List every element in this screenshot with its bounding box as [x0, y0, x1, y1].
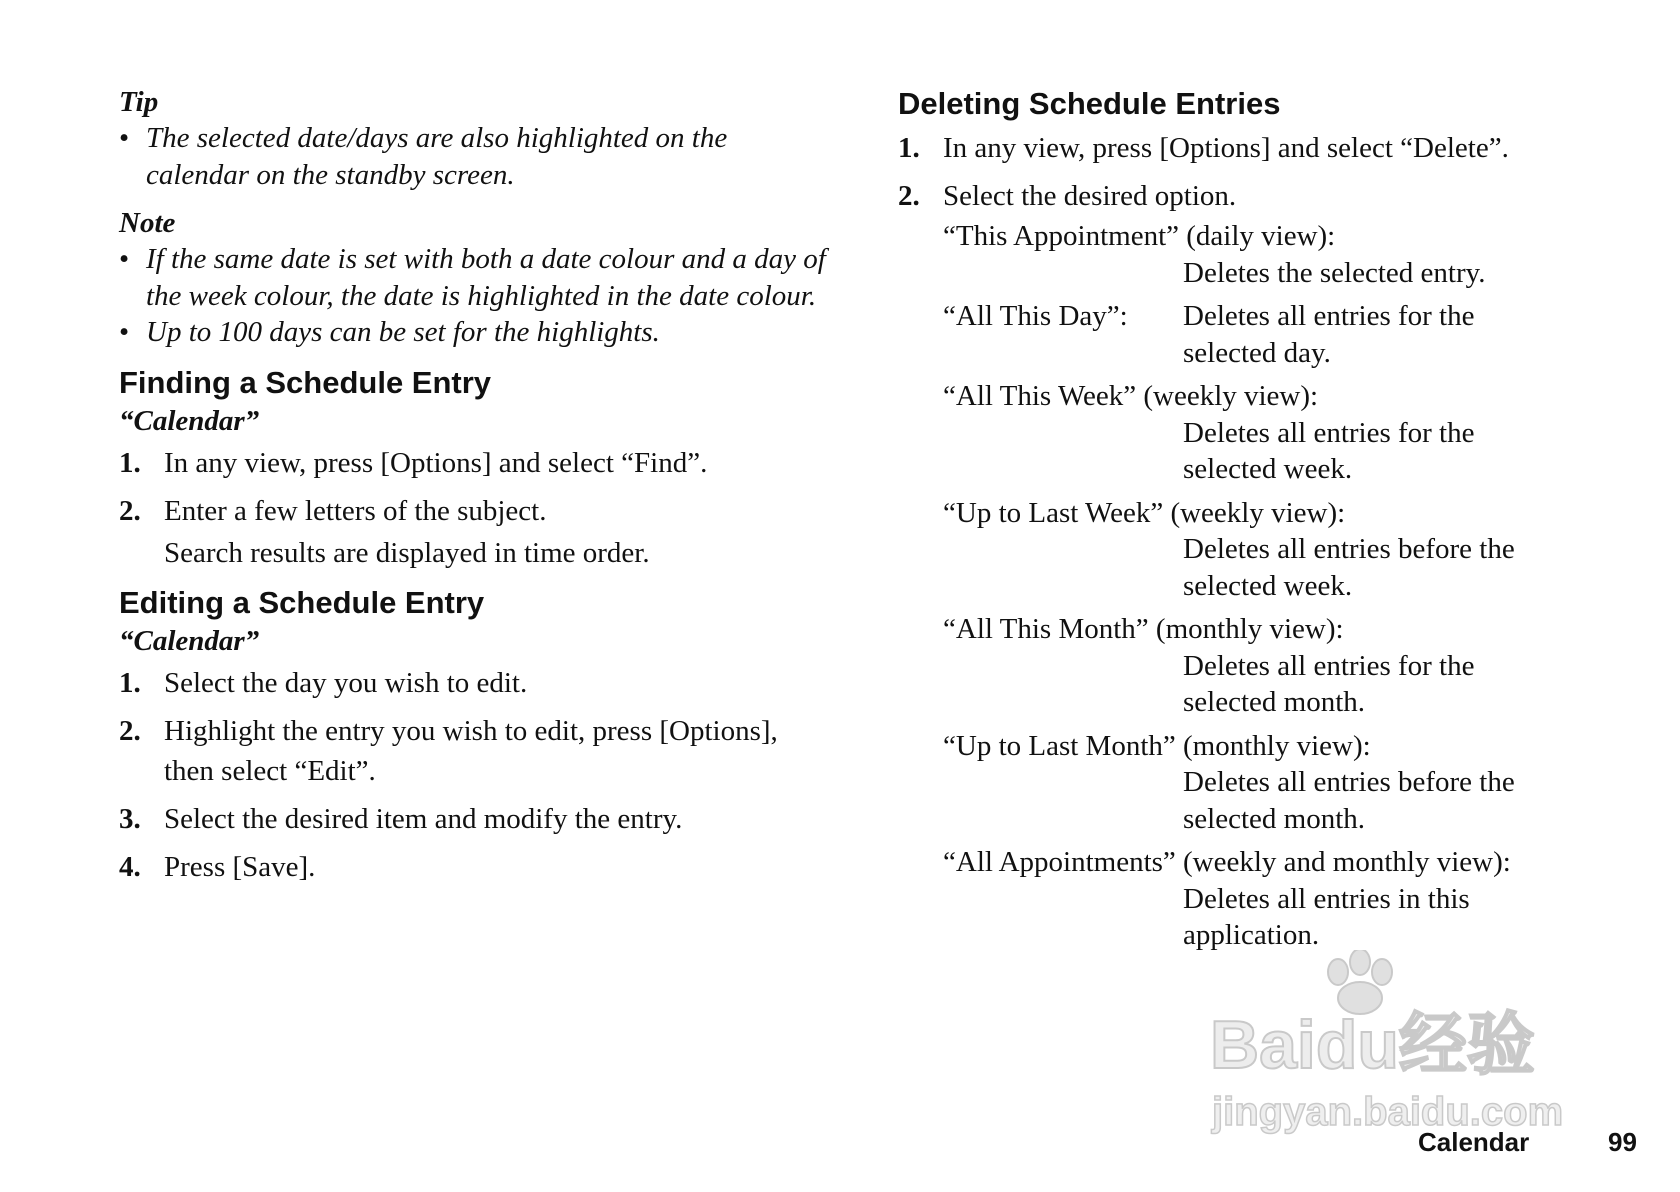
deleting-heading: Deleting Schedule Entries — [898, 86, 1281, 121]
editing-steps — [119, 663, 839, 887]
page-number: 99 — [1608, 1127, 1637, 1157]
step-item — [119, 491, 839, 531]
option-desc: Deletes all entries in this application. — [1183, 882, 1470, 951]
tip-list — [119, 120, 839, 193]
step-item — [898, 128, 1658, 168]
left-column — [119, 84, 839, 895]
step-text: Highlight the entry you wish to edit, press [Options], then select “Edit”. — [164, 714, 778, 787]
note-text: If the same date is set with both a date colour and a day of the week colour, the date is highlighted in the date colour. — [146, 243, 826, 312]
step-text: In any view, press [Options] and select “Find”. — [164, 446, 708, 479]
list-item: • Up to 100 days can be set for the highlights. — [119, 316, 660, 348]
finding-path: “Calendar” — [119, 404, 260, 437]
baidu-watermark-logo — [1200, 950, 1600, 1140]
finding-subnote: Search results are displayed in time order. — [164, 536, 650, 569]
finding-steps — [119, 443, 839, 531]
step-text: Press [Save]. — [164, 850, 316, 883]
step-item — [119, 663, 839, 703]
option-desc: Deletes all entries for the selected month. — [1183, 649, 1475, 718]
watermark-url: jingyan.baidu.com — [1212, 1090, 1564, 1134]
option-label: “All This Week” (weekly view): — [943, 380, 1319, 412]
step-item — [898, 176, 1658, 216]
step-number: 4. — [119, 850, 141, 883]
list-item: • If the same date is set with both a date colour and a day of the week colour, the date is highlighted in the date colour. — [119, 243, 826, 312]
option-label: “All Appointments” (weekly and monthly view): — [943, 846, 1511, 878]
step-number: 3. — [119, 802, 141, 835]
note-text: Up to 100 days can be set for the highlights. — [146, 316, 660, 348]
step-item — [119, 443, 839, 483]
step-number: 2. — [119, 494, 141, 527]
option-all-this-month — [898, 611, 1658, 721]
option-desc: Deletes all entries before the selected month. — [1183, 766, 1515, 835]
editing-heading: Editing a Schedule Entry — [119, 584, 485, 620]
option-all-appointments — [898, 844, 1658, 954]
step-text: Select the desired item and modify the entry. — [164, 802, 683, 835]
option-desc: Deletes all entries for the selected day. — [1183, 300, 1475, 369]
option-this-appointment — [898, 218, 1658, 291]
step-item — [119, 711, 804, 791]
step-number: 1. — [898, 132, 920, 164]
step-number: 1. — [119, 446, 141, 479]
step-text: In any view, press [Options] and select “Delete”. — [943, 132, 1509, 164]
step-number: 2. — [898, 180, 920, 212]
step-text: Select the desired option. — [943, 180, 1237, 212]
list-item: • The selected date/days are also highlighted on the calendar on the standby screen. — [119, 122, 728, 191]
tip-label: Tip — [119, 86, 159, 118]
right-column — [898, 84, 1658, 961]
tip-text: The selected date/days are also highlighted on the calendar on the standby screen. — [146, 122, 728, 191]
option-all-this-week — [898, 378, 1658, 488]
option-up-to-last-month — [898, 728, 1658, 838]
option-label: “All This Month” (monthly view): — [943, 613, 1344, 645]
option-up-to-last-week — [898, 495, 1658, 605]
option-label: “Up to Last Week” (weekly view): — [943, 496, 1346, 529]
note-list — [119, 241, 839, 351]
footer-section-label: Calendar — [1418, 1127, 1530, 1157]
option-label: “All This Day”: — [943, 300, 1128, 332]
step-item — [119, 799, 839, 839]
option-all-this-day — [898, 298, 1658, 371]
step-number: 2. — [119, 714, 141, 747]
step-number: 1. — [119, 666, 141, 699]
option-label: “This Appointment” (daily view): — [943, 220, 1336, 252]
option-desc: Deletes all entries before the selected week. — [1183, 533, 1515, 602]
step-item — [119, 847, 839, 887]
editing-path: “Calendar” — [119, 624, 260, 657]
option-label: “Up to Last Month” (monthly view): — [943, 729, 1371, 762]
deleting-steps — [898, 128, 1658, 216]
option-desc: Deletes the selected entry. — [1183, 256, 1486, 289]
note-label: Note — [119, 207, 176, 239]
step-text: Select the day you wish to edit. — [164, 666, 528, 699]
option-desc: Deletes all entries for the selected week. — [1183, 416, 1475, 485]
watermark-brand: Baidu经验 — [1210, 1007, 1535, 1083]
step-text: Enter a few letters of the subject. — [164, 494, 547, 527]
finding-heading: Finding a Schedule Entry — [119, 364, 492, 400]
